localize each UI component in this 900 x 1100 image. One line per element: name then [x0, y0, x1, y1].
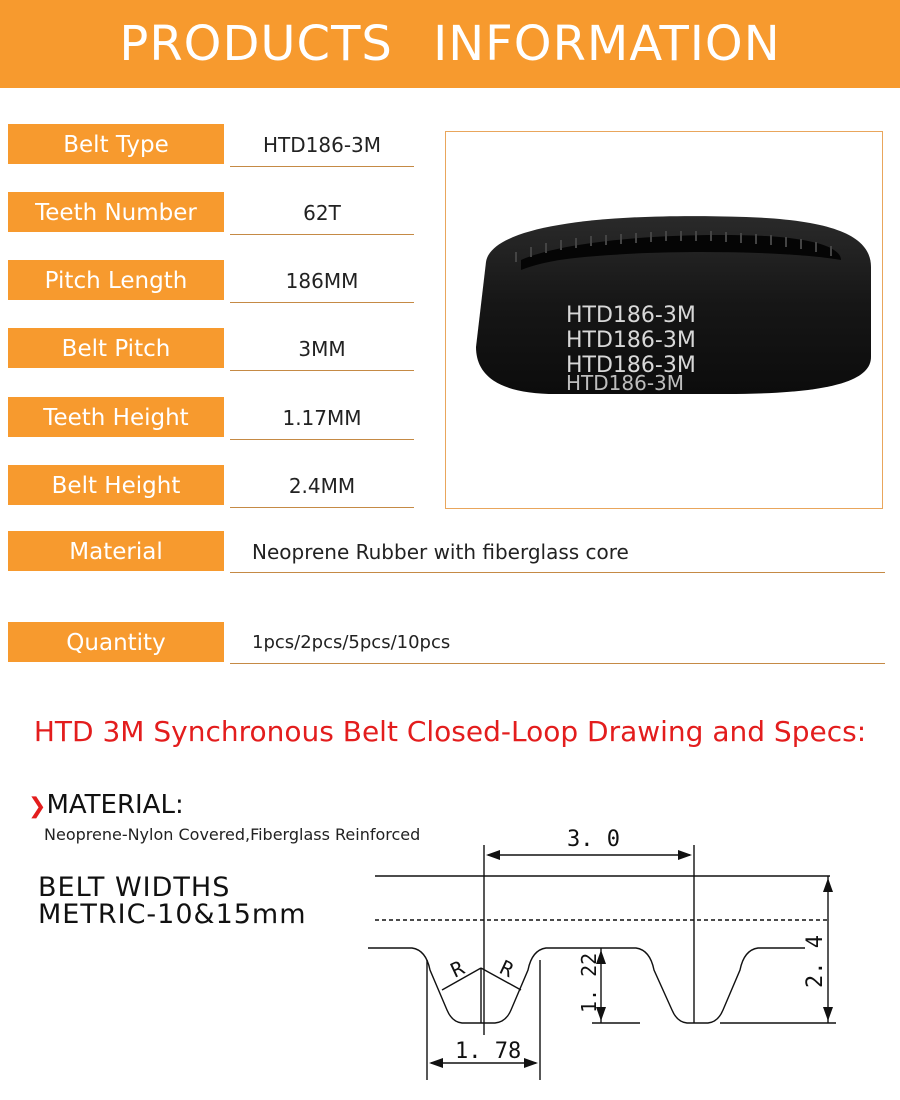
belt-print-line: HTD186-3M	[566, 353, 696, 378]
spec-value: 62T	[230, 192, 414, 235]
spec-value: 2.4MM	[230, 465, 414, 508]
radius-label: R	[496, 955, 518, 983]
spec-label: Teeth Number	[8, 192, 224, 232]
radius-label: R	[446, 955, 468, 983]
spec-label: Teeth Height	[8, 397, 224, 437]
spec-value: 3MM	[230, 328, 414, 371]
arrowhead	[823, 1007, 833, 1021]
dim-pitch-label: 3. 0	[567, 827, 620, 852]
spec-value: 1pcs/2pcs/5pcs/10pcs	[230, 622, 885, 664]
arrowhead	[429, 1058, 443, 1068]
product-photo-frame	[445, 131, 883, 509]
spec-value: 1.17MM	[230, 397, 414, 440]
spec-label: Quantity	[8, 622, 224, 662]
dim-tooth-height-label: 1. 22	[577, 952, 601, 1013]
arrowhead	[678, 850, 692, 860]
belt-widths-line2: METRIC-10&15mm	[38, 899, 307, 930]
spec-value: HTD186-3M	[230, 124, 414, 167]
belt-print-line: HTD186-3M	[566, 371, 685, 395]
belt-profile-drawing	[0, 810, 900, 1100]
spec-label: Belt Height	[8, 465, 224, 505]
spec-value: 186MM	[230, 260, 414, 303]
arrowhead	[524, 1058, 538, 1068]
belt-photo	[446, 132, 882, 508]
dim-tooth-width-label: 1. 78	[455, 1039, 522, 1064]
spec-label: Belt Type	[8, 124, 224, 164]
spec-value: Neoprene Rubber with fiberglass core	[230, 531, 885, 573]
spec-label: Material	[8, 531, 224, 571]
belt-widths-line1: BELT WIDTHS	[38, 872, 231, 903]
material-detail: Neoprene-Nylon Covered,Fiberglass Reinforced	[44, 825, 421, 844]
arrowhead	[823, 878, 833, 892]
page-banner: PRODUCTS INFORMATION	[0, 0, 900, 88]
spec-label: Belt Pitch	[8, 328, 224, 368]
arrowhead	[486, 850, 500, 860]
material-heading-text: MATERIAL:	[46, 790, 184, 820]
spec-label: Pitch Length	[8, 260, 224, 300]
chevron-right-icon: ❯	[28, 794, 47, 819]
belt-print-line: HTD186-3M	[566, 303, 696, 328]
belt-print-line: HTD186-3M	[566, 328, 696, 353]
drawing-title: HTD 3M Synchronous Belt Closed-Loop Drawing and Specs:	[33, 715, 867, 748]
dim-height-label: 2. 4	[803, 935, 828, 988]
